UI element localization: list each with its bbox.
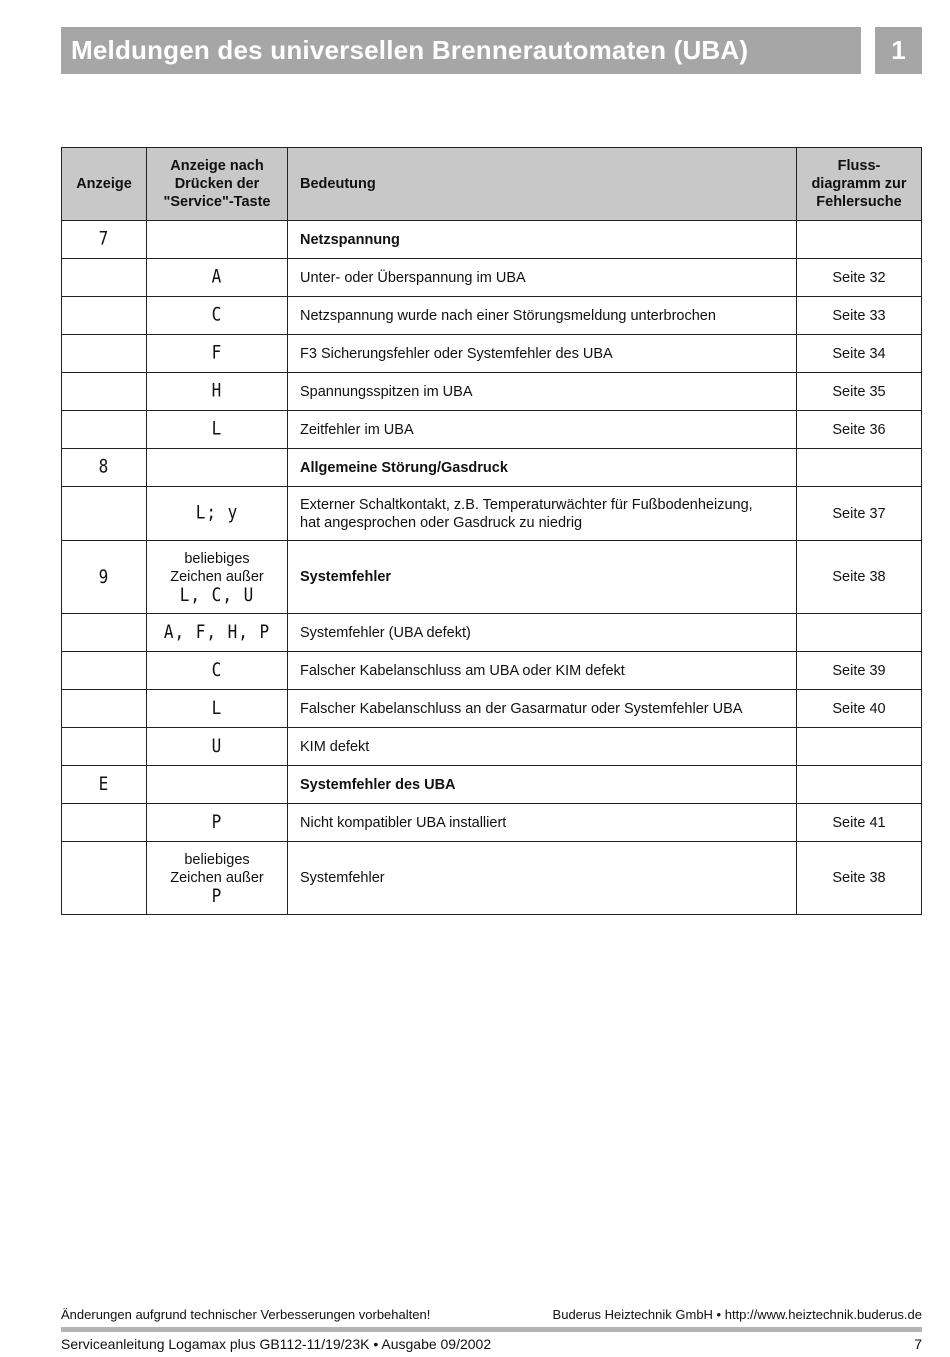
header-service-line: "Service"-Taste — [163, 194, 271, 210]
display-code: L, C, U — [179, 583, 255, 606]
cell-service — [147, 373, 288, 411]
cell-service — [147, 766, 288, 804]
cell-bedeutung: Systemfehler — [288, 541, 797, 614]
cell-bedeutung: Spannungsspitzen im UBA — [288, 373, 797, 411]
messages-table — [61, 147, 922, 915]
cell-bedeutung: KIM defekt — [288, 728, 797, 766]
cell-anzeige — [62, 842, 147, 915]
cell-bedeutung: Nicht kompatibler UBA installiert — [288, 804, 797, 842]
table-row — [62, 221, 922, 259]
table-row — [62, 297, 922, 335]
table-row — [62, 690, 922, 728]
header-flussdiagramm — [797, 148, 922, 221]
table-row — [62, 804, 922, 842]
cell-service — [147, 728, 288, 766]
table-row — [62, 259, 922, 297]
cell-anzeige — [62, 411, 147, 449]
cell-seite — [797, 614, 922, 652]
service-line: Zeichen außer — [170, 870, 264, 886]
cell-anzeige — [62, 541, 147, 614]
service-line: beliebiges — [184, 852, 250, 868]
header-fluss-line: diagramm zur — [811, 176, 907, 192]
display-code: U — [211, 734, 223, 757]
bedeutung-line: hat angesprochen oder Gasdruck zu niedrig — [300, 514, 583, 531]
cell-seite: Seite 38 — [797, 842, 922, 915]
cell-seite — [797, 449, 922, 487]
cell-anzeige — [62, 804, 147, 842]
cell-anzeige — [62, 614, 147, 652]
cell-seite: Seite 34 — [797, 335, 922, 373]
cell-service — [147, 221, 288, 259]
footer-divider — [61, 1327, 922, 1332]
header-fluss-line: Fluss- — [837, 158, 881, 174]
cell-service — [147, 335, 288, 373]
display-code: 9 — [98, 565, 110, 587]
table-row — [62, 411, 922, 449]
table-row — [62, 373, 922, 411]
cell-seite — [797, 728, 922, 766]
cell-anzeige — [62, 259, 147, 297]
footer-document-title: Serviceanleitung Logamax plus GB112-11/19/23K • Ausgabe 09/2002 — [61, 1336, 492, 1352]
cell-service — [147, 449, 288, 487]
display-code: C — [211, 658, 223, 681]
cell-bedeutung: Systemfehler des UBA — [288, 766, 797, 804]
table-header-row — [62, 148, 922, 221]
header-service-line: Drücken der — [174, 176, 260, 192]
cell-bedeutung: Systemfehler — [288, 842, 797, 915]
display-code: L; y — [195, 501, 239, 524]
cell-seite: Seite 41 — [797, 804, 922, 842]
display-code: E — [98, 772, 110, 795]
display-code: A, F, H, P — [163, 620, 271, 643]
cell-service — [147, 411, 288, 449]
cell-service — [147, 804, 288, 842]
display-code: 7 — [98, 227, 110, 250]
table-row — [62, 335, 922, 373]
display-code: P — [211, 810, 223, 833]
cell-bedeutung: Netzspannung — [288, 221, 797, 259]
cell-seite: Seite 38 — [797, 541, 922, 614]
cell-service — [147, 614, 288, 652]
header-anzeige: Anzeige — [62, 148, 147, 221]
cell-seite: Seite 35 — [797, 373, 922, 411]
cell-anzeige — [62, 728, 147, 766]
display-code: C — [211, 303, 223, 326]
bedeutung-line: Externer Schaltkontakt, z.B. Temperaturwächter für Fußbodenheizung, — [300, 496, 753, 513]
cell-anzeige — [62, 766, 147, 804]
cell-seite: Seite 36 — [797, 411, 922, 449]
table-row — [62, 842, 922, 915]
cell-seite: Seite 33 — [797, 297, 922, 335]
display-code: P — [211, 884, 223, 907]
display-code: L — [211, 696, 223, 719]
cell-bedeutung: Netzspannung wurde nach einer Störungsmeldung unterbrochen — [288, 297, 797, 335]
cell-service — [147, 259, 288, 297]
chapter-number: 1 — [875, 27, 922, 74]
cell-anzeige — [62, 690, 147, 728]
cell-seite: Seite 39 — [797, 652, 922, 690]
cell-service — [147, 652, 288, 690]
cell-bedeutung: Systemfehler (UBA defekt) — [288, 614, 797, 652]
header-service — [147, 148, 288, 221]
cell-bedeutung: Allgemeine Störung/Gasdruck — [288, 449, 797, 487]
display-code: A — [211, 265, 223, 288]
table-row — [62, 449, 922, 487]
cell-seite — [797, 221, 922, 259]
cell-anzeige — [62, 449, 147, 487]
table-row — [62, 541, 922, 614]
cell-service — [147, 690, 288, 728]
cell-bedeutung: Falscher Kabelanschluss am UBA oder KIM defekt — [288, 652, 797, 690]
cell-service — [147, 842, 288, 915]
service-line: beliebiges — [184, 551, 250, 567]
table-row — [62, 728, 922, 766]
footer-disclaimer: Änderungen aufgrund technischer Verbesserungen vorbehalten! — [61, 1307, 431, 1322]
page-number: 7 — [914, 1336, 922, 1352]
cell-anzeige — [62, 221, 147, 259]
table-row — [62, 487, 922, 541]
cell-bedeutung: F3 Sicherungsfehler oder Systemfehler des UBA — [288, 335, 797, 373]
cell-seite — [797, 766, 922, 804]
footer-company: Buderus Heiztechnik GmbH • http://www.heiztechnik.buderus.de — [552, 1307, 922, 1322]
cell-anzeige — [62, 652, 147, 690]
display-code: 8 — [98, 455, 110, 478]
cell-bedeutung: Unter- oder Überspannung im UBA — [288, 259, 797, 297]
cell-anzeige — [62, 335, 147, 373]
table-row — [62, 652, 922, 690]
cell-service — [147, 541, 288, 614]
cell-seite: Seite 37 — [797, 487, 922, 541]
table-row — [62, 766, 922, 804]
header-service-line: Anzeige nach — [170, 158, 264, 174]
cell-service — [147, 487, 288, 541]
table-row — [62, 614, 922, 652]
cell-anzeige — [62, 373, 147, 411]
cell-bedeutung: Zeitfehler im UBA — [288, 411, 797, 449]
cell-anzeige — [62, 297, 147, 335]
cell-service — [147, 297, 288, 335]
cell-anzeige — [62, 487, 147, 541]
cell-bedeutung: Falscher Kabelanschluss an der Gasarmatur oder Systemfehler UBA — [288, 690, 797, 728]
display-code: H — [211, 379, 223, 402]
cell-bedeutung — [288, 487, 797, 541]
display-code: L — [211, 417, 223, 440]
cell-seite: Seite 32 — [797, 259, 922, 297]
header-fluss-line: Fehlersuche — [816, 194, 902, 210]
display-code: F — [211, 341, 223, 364]
cell-seite: Seite 40 — [797, 690, 922, 728]
service-line: Zeichen außer — [170, 569, 264, 585]
header-bedeutung: Bedeutung — [288, 148, 797, 221]
page-title: Meldungen des universellen Brennerautomaten (UBA) — [61, 27, 861, 74]
